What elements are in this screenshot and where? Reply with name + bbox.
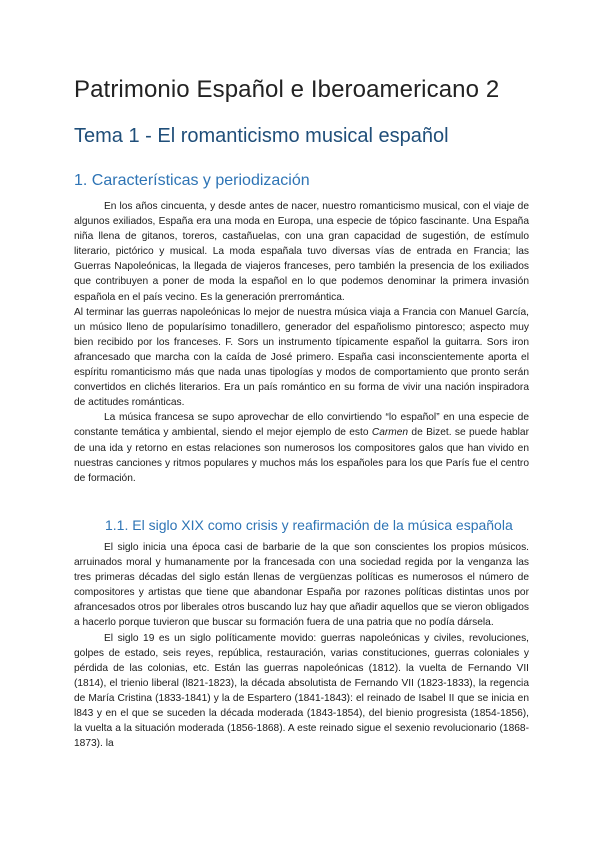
paragraph-text: de Bizet. se puede hablar de una ida y retorno en estas relaciones son numerosos los compositores galos que han vivido en nuestras canciones y ritmos populares y muchos más los españoles para los que París fue el centro de formación. (74, 427, 529, 484)
section-title: 1. Características y periodización (74, 172, 310, 189)
paragraph-text: La música francesa se supo aprovechar de ello convirtiendo “lo español” en una especie de constante temática y ambiental, siendo el mejor ejemplo de esto (74, 412, 529, 439)
paragraph: Al terminar las guerras napoleónicas lo mejor de nuestra música viaja a Francia con Manuel García, un músico lleno de popularísimo tonadillero, generador del españolismo pintoresco; aspecto muy bien recibido por los franceses. F. Sors un instrumento típicamente español la guitarra. Sors iron afrancesado que marcha con la caída de José primero. España casi inconscientemente aporta el espíritu romanticismo más que nada unas tipologías y modos de comportamiento que pronto serán convertidos en clichés literarios. Era un país romántico en su forma de vivir una nación inspiradora de actitudes románticas. (74, 306, 529, 409)
paragraph (74, 410, 529, 485)
paragraph: En los años cincuenta, y desde antes de nacer, nuestro romanticismo musical, con el viaje de algunos exiliados, España era una moda en Europa, una especie de tópico fascinante. Una España niña llena de gitanos, toreros, castañuelas, con una gran capacidad de sugestión, de estímulo literario, pictórico y musical. La moda españala tuvo diversas vías de entrada en Francia; las Guerras Napoleónicas, la llegada de viajeros franceses, pero también la presencia de los exiliados que contribuyen a poner de moda la español en lo que podemos denominar la primera invasión española en el país vecino. Es la generación prerromántica. (74, 201, 529, 303)
carmen-title: Carmen (371, 427, 409, 439)
paragraph: El siglo inicia una época casi de barbarie de la que son conscientes los propios músicos. arruinados moral y humanamente por la francesada con una sociedad regida por la venganza las tres primeras décadas del siglo están llenas de vergüenzas políticas es numerosos el número de compositores y artistas que tiene que abandonar España por razones políticas distintas unos por afrancesados otros por liberales otros buscando luz hay que añadir aquellos que se vieron obligados a hacerlo porque tuvieron que buscar su formación fuera de una patria que no podía dársela. (74, 542, 529, 629)
tema-title: Tema 1 - El romanticismo musical español (74, 125, 449, 147)
section-body (74, 199, 529, 486)
paragraph: El siglo 19 es un siglo políticamente movido: guerras napoleónicas y civiles, revoluciones, golpes de estado, seis reyes, república, restauración, varias constituciones, guerras coloniales y pérdida de las colonias, etc. Están las guerras napoleónicas (1812). la vuelta de Fernando VII (1814), el trienio liberal (l821-1823), la década absolutista de Fernando VII (1823-1833), la regencia de María Cristina (1833-1841) y la de Espartero (1841-1843): el reinado de Isabel II que se inicia en l843 y en el que se suceden la década moderada (1843-1854), del bienio progresista (1854-1856), la vuelta a la situación moderada (1856-1868). A este reinado sigue el sexenio revolucionario (1868-1873). la (74, 632, 529, 750)
document-title: Patrimonio Español e Iberoamericano 2 (74, 76, 500, 103)
subsection-title: 1.1. El siglo XIX como crisis y reafirmación de la música española (105, 517, 513, 533)
subsection-body (74, 540, 529, 751)
